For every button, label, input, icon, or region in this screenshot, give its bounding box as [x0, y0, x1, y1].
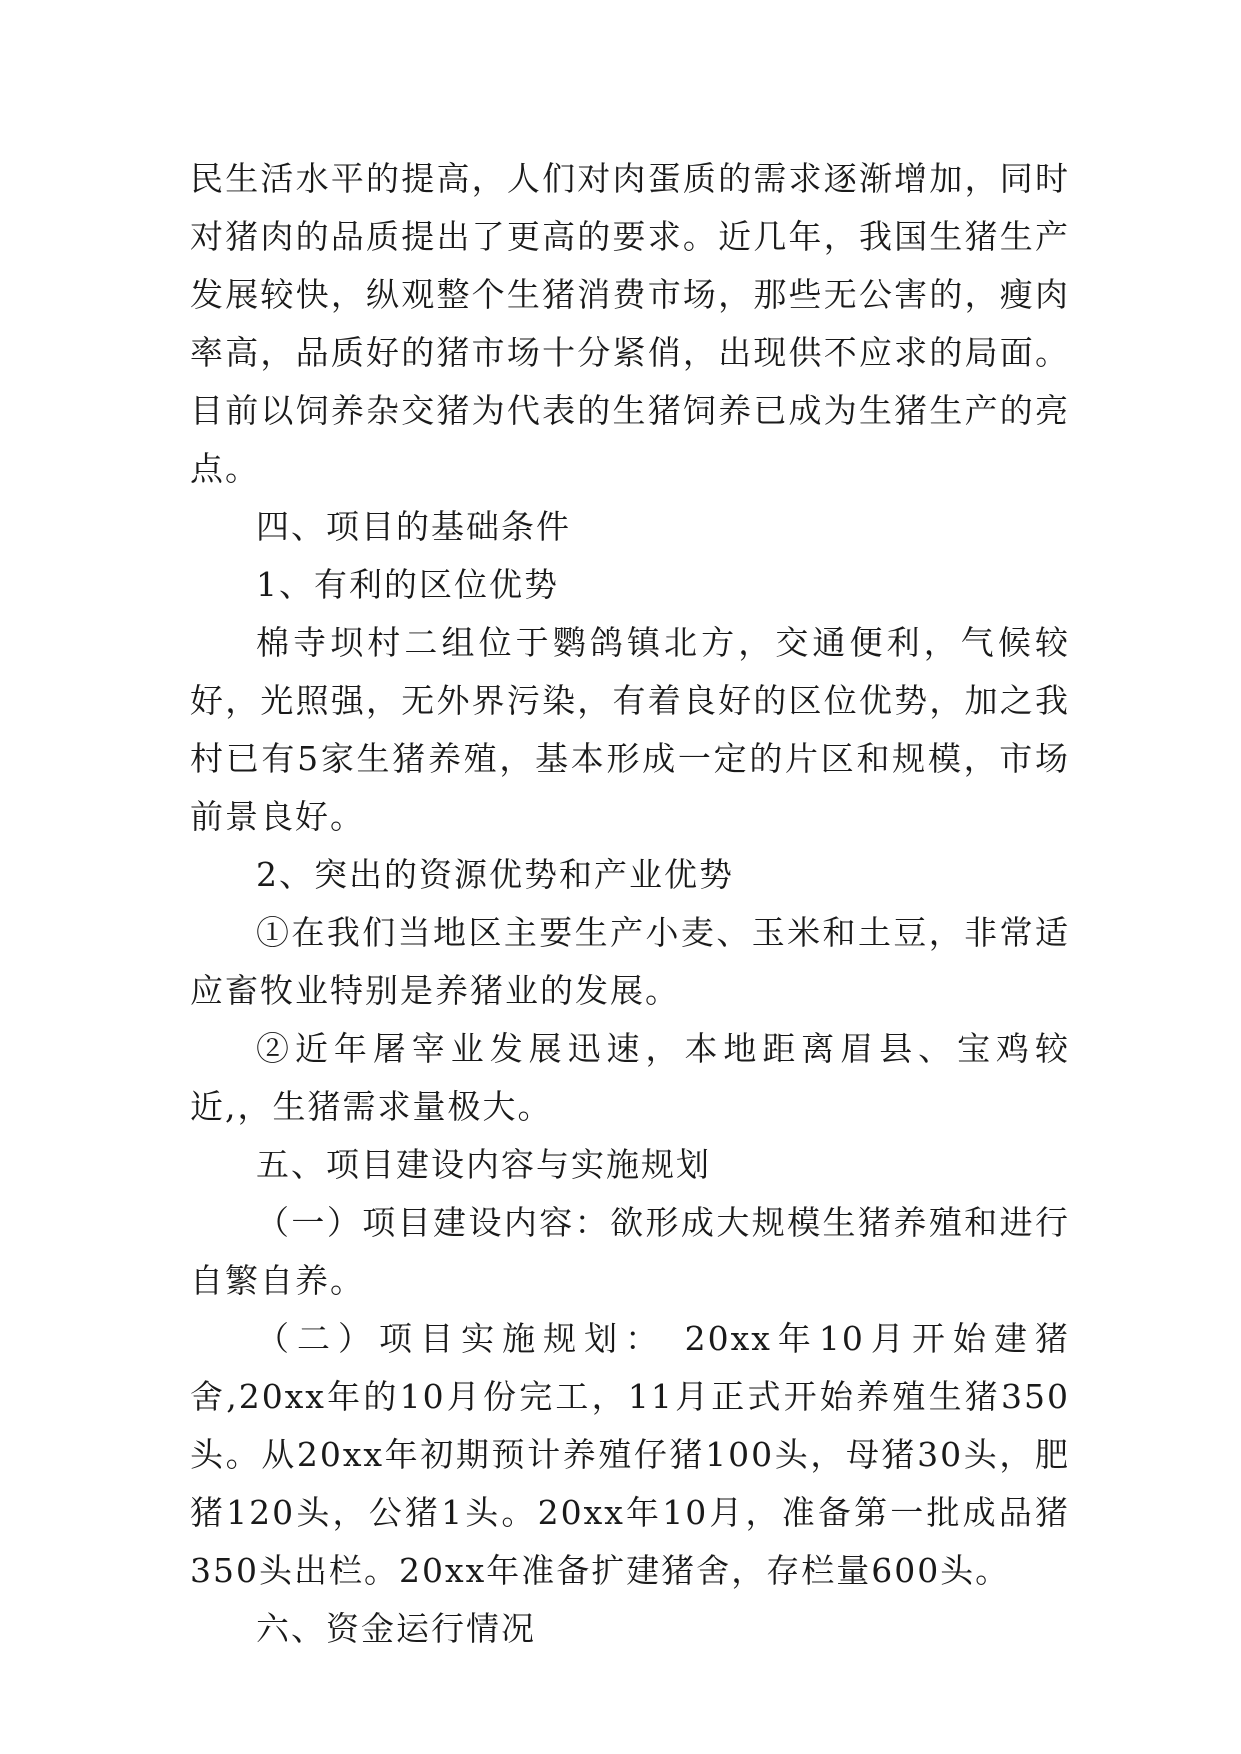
paragraph-implementation-plan: （二）项目实施规划： 20xx年10月开始建猪舍,20xx年的10月份完工，11月正式开始养殖生猪350头。从20xx年初期预计养殖仔猪100头，母猪30头，肥猪120头，公猪1头。20xx年10月，准备第一批成品猪350头出栏。20xx年准备扩建猪舍，存栏量600头。 — [190, 1319, 1070, 1590]
paragraph-resource-point-1: ①在我们当地区主要生产小麦、玉米和土豆，非常适应畜牧业特别是养猪业的发展。 — [190, 913, 1070, 1010]
paragraph-demand-overview: 民生活水平的提高，人们对肉蛋质的需求逐渐增加，同时对猪肉的品质提出了更高的要求。近几年，我国生猪生产发展较快，纵观整个生猪消费市场，那些无公害的，瘦肉率高，品质好的猪市场十分紧俏，出现供不应求的局面。目前以饲养杂交猪为代表的生猪饲养已成为生猪生产的亮点。 — [190, 159, 1070, 488]
subheading-location-advantage: 1、有利的区位优势 — [256, 565, 559, 604]
heading-construction-plan: 五、项目建设内容与实施规划 — [256, 1145, 711, 1184]
paragraph-resource-point-2: ②近年屠宰业发展迅速，本地距离眉县、宝鸡较近,，生猪需求量极大。 — [190, 1029, 1070, 1126]
heading-basic-conditions: 四、项目的基础条件 — [256, 507, 571, 546]
heading-fund-operation: 六、资金运行情况 — [256, 1609, 536, 1648]
paragraph-location-advantage: 棉寺坝村二组位于鹦鸽镇北方，交通便利，气候较好，光照强，无外界污染，有着良好的区位优势，加之我村已有5家生猪养殖，基本形成一定的片区和规模，市场前景良好。 — [190, 623, 1070, 836]
paragraph-construction-content: （一）项目建设内容：欲形成大规模生猪养殖和进行自繁自养。 — [190, 1203, 1070, 1300]
subheading-resource-advantage: 2、突出的资源优势和产业优势 — [256, 855, 734, 894]
document-body — [190, 150, 1070, 1658]
